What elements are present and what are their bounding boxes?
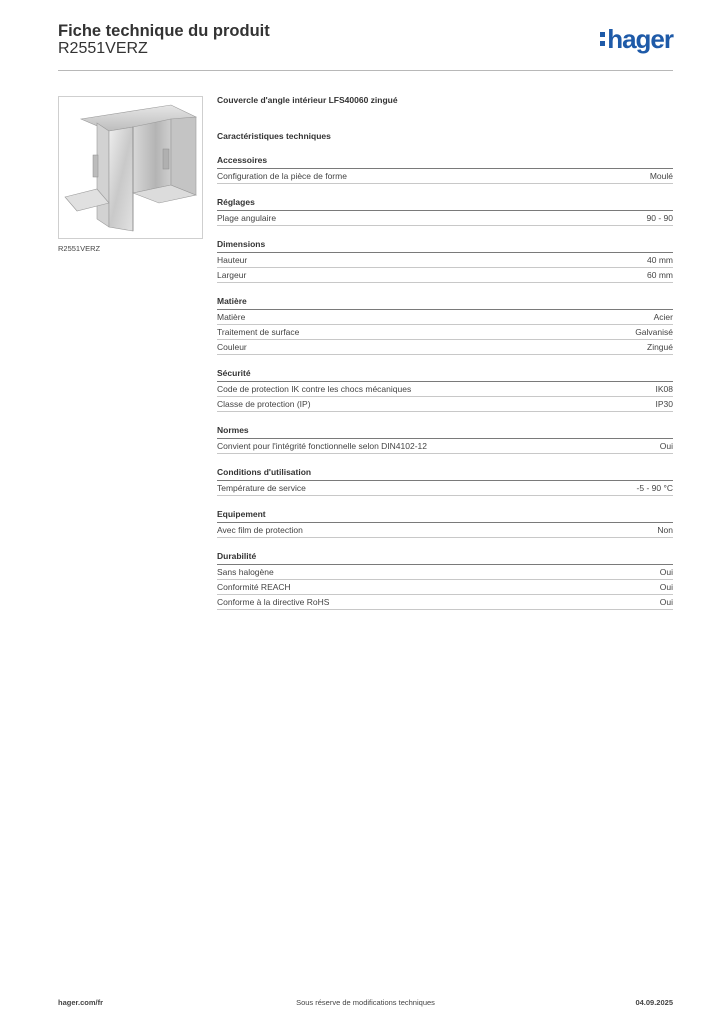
spec-value: Zingué	[647, 342, 673, 352]
logo-dots-icon	[600, 32, 605, 46]
hager-logo[interactable]	[600, 26, 673, 52]
spec-value: Non	[657, 525, 673, 535]
spec-section	[217, 551, 673, 610]
spec-value: Oui	[659, 567, 673, 577]
spec-value: Oui	[659, 582, 673, 592]
section-title: Normes	[217, 425, 673, 439]
corner-cover-illustration	[59, 97, 202, 238]
specifications-panel	[217, 94, 673, 610]
spec-row	[217, 523, 673, 538]
spec-label: Température de service	[217, 483, 306, 493]
spec-value: 90 - 90	[646, 213, 673, 223]
footer-website-link[interactable]: hager.com/fr	[58, 998, 104, 1007]
spec-row	[217, 310, 673, 325]
spec-section	[217, 155, 673, 184]
spec-row	[217, 580, 673, 595]
spec-value: IK08	[655, 384, 673, 394]
spec-section	[217, 467, 673, 496]
page-footer	[58, 998, 673, 1010]
spec-row	[217, 211, 673, 226]
spec-label: Avec film de protection	[217, 525, 303, 535]
spec-value: Oui	[659, 441, 673, 451]
spec-section	[217, 296, 673, 355]
spec-row	[217, 397, 673, 412]
spec-row	[217, 595, 673, 610]
spec-label: Hauteur	[217, 255, 248, 265]
section-title: Matière	[217, 296, 673, 310]
spec-row	[217, 325, 673, 340]
spec-label: Convient pour l'intégrité fonctionnelle selon DIN4102-12	[217, 441, 428, 451]
section-title: Conditions d'utilisation	[217, 467, 673, 481]
page-header	[58, 20, 673, 71]
spec-label: Sans halogène	[217, 567, 274, 577]
spec-section	[217, 239, 673, 283]
spec-label: Code de protection IK contre les chocs mécaniques	[217, 384, 412, 394]
document-title: Fiche technique du produit	[58, 22, 270, 40]
spec-label: Traitement de surface	[217, 327, 300, 337]
spec-row	[217, 169, 673, 184]
spec-section	[217, 368, 673, 412]
spec-value: 60 mm	[647, 270, 673, 280]
spec-value: 40 mm	[647, 255, 673, 265]
spec-sections	[217, 155, 673, 610]
footer-date: 04.09.2025	[635, 998, 673, 1007]
spec-section	[217, 509, 673, 538]
footer-notice: Sous réserve de modifications techniques	[296, 998, 435, 1007]
product-name: Couvercle d'angle intérieur LFS40060 zingué	[217, 95, 398, 105]
image-caption: R2551VERZ	[58, 244, 101, 253]
spec-value: -5 - 90 °C	[636, 483, 673, 493]
logo-text: hager	[607, 24, 673, 54]
spec-row	[217, 268, 673, 283]
spec-label: Largeur	[217, 270, 247, 280]
section-title: Accessoires	[217, 155, 673, 169]
spec-label: Classe de protection (IP)	[217, 399, 311, 409]
spec-value: Moulé	[649, 171, 673, 181]
section-title: Equipement	[217, 509, 673, 523]
spec-value: Oui	[659, 597, 673, 607]
section-title: Réglages	[217, 197, 673, 211]
spec-section	[217, 425, 673, 454]
spec-label: Configuration de la pièce de forme	[217, 171, 347, 181]
section-title: Dimensions	[217, 239, 673, 253]
spec-value: Galvanisé	[635, 327, 673, 337]
spec-label: Couleur	[217, 342, 247, 352]
spec-row	[217, 253, 673, 268]
specs-title: Caractéristiques techniques	[217, 131, 331, 141]
spec-label: Matière	[217, 312, 246, 322]
spec-value: Acier	[653, 312, 673, 322]
spec-value: IP30	[655, 399, 673, 409]
spec-row	[217, 439, 673, 454]
spec-row	[217, 565, 673, 580]
product-image	[58, 96, 203, 239]
spec-label: Conformité REACH	[217, 582, 291, 592]
spec-row	[217, 481, 673, 496]
section-title: Durabilité	[217, 551, 673, 565]
spec-row	[217, 382, 673, 397]
spec-section	[217, 197, 673, 226]
spec-label: Plage angulaire	[217, 213, 277, 223]
spec-label: Conforme à la directive RoHS	[217, 597, 330, 607]
product-reference: R2551VERZ	[58, 40, 148, 57]
section-title: Sécurité	[217, 368, 673, 382]
spec-row	[217, 340, 673, 355]
